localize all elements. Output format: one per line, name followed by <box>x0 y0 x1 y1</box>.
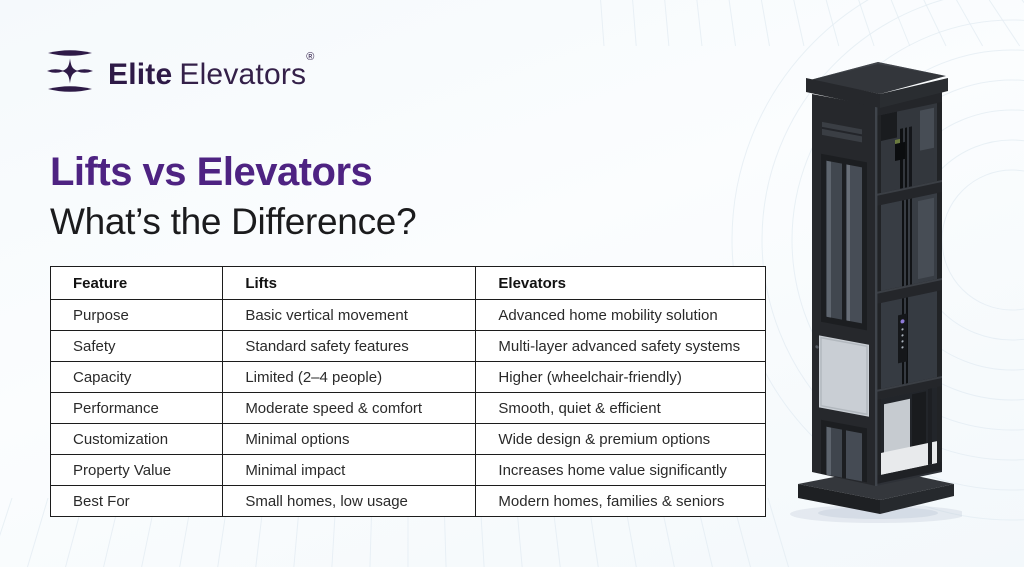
comparison-table-container <box>50 266 766 517</box>
table-header-row <box>51 267 766 300</box>
table-cell: Performance <box>51 393 223 424</box>
table-row <box>51 300 766 331</box>
page-title: Lifts vs Elevators <box>50 150 373 194</box>
table-cell: Minimal options <box>223 424 476 455</box>
brand-word-elevators: Elevators <box>179 57 307 91</box>
table-cell: Smooth, quiet & efficient <box>476 393 766 424</box>
home-elevator-illustration <box>790 54 962 524</box>
table-row <box>51 455 766 486</box>
table-cell: Small homes, low usage <box>223 486 476 517</box>
comparison-table <box>50 266 766 517</box>
brand-logo <box>47 48 315 94</box>
table-row <box>51 362 766 393</box>
column-header-elevators: Elevators <box>476 267 766 300</box>
brand-word-elite: Elite <box>108 57 173 91</box>
fan-lines-top-right <box>600 0 1024 46</box>
page-subtitle: What’s the Difference? <box>50 201 417 242</box>
table-cell: Customization <box>51 424 223 455</box>
table-cell: Modern homes, families & seniors <box>476 486 766 517</box>
column-header-feature: Feature <box>51 267 223 300</box>
table-cell: Minimal impact <box>223 455 476 486</box>
table-cell: Capacity <box>51 362 223 393</box>
table-cell: Higher (wheelchair-friendly) <box>476 362 766 393</box>
table-cell: Purpose <box>51 300 223 331</box>
table-cell: Moderate speed & comfort <box>223 393 476 424</box>
table-row <box>51 393 766 424</box>
table-cell: Wide design & premium options <box>476 424 766 455</box>
table-row <box>51 424 766 455</box>
registered-trademark-symbol: ® <box>306 50 315 63</box>
table-cell: Best For <box>51 486 223 517</box>
column-header-lifts: Lifts <box>223 267 476 300</box>
table-cell: Increases home value significantly <box>476 455 766 486</box>
table-row <box>51 331 766 362</box>
table-cell: Standard safety features <box>223 331 476 362</box>
table-cell: Property Value <box>51 455 223 486</box>
table-cell: Safety <box>51 331 223 362</box>
brand-name <box>108 51 315 92</box>
table-cell: Limited (2–4 people) <box>223 362 476 393</box>
table-cell: Multi-layer advanced safety systems <box>476 331 766 362</box>
elite-elevators-logo-icon <box>47 48 93 94</box>
table-row <box>51 486 766 517</box>
table-cell: Basic vertical movement <box>223 300 476 331</box>
table-cell: Advanced home mobility solution <box>476 300 766 331</box>
hero-heading-block <box>50 149 416 244</box>
